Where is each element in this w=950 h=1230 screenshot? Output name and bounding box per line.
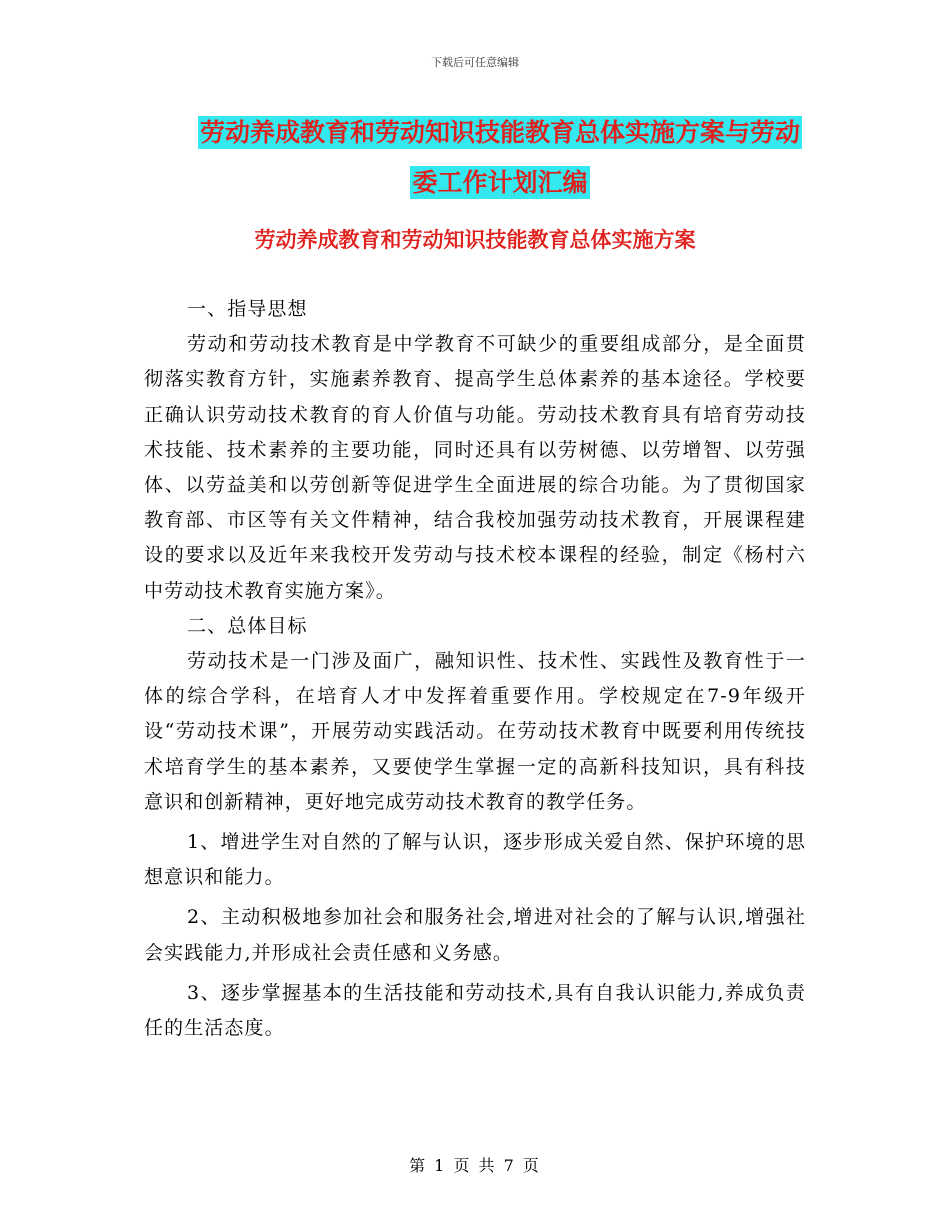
document-title (190, 108, 810, 208)
page-number: 第 1 页 共 7 页 (409, 1156, 541, 1175)
heading-guiding-thought: 一、指导思想 (187, 298, 308, 320)
list-item: 3、逐步掌握基本的生活技能和劳动技术,具有自我认识能力,养成负责任的生活态度。 (144, 981, 806, 1040)
paragraph: 劳动技术是一门涉及面广，融知识性、技术性、实践性及教育性于一体的综合学科，在培育人才中发挥着重要作用。学校规定在7-9年级开设“劳动技术课”，开展劳动实践活动。在劳动技术教育中既要利用传统技术培育学生的基本素养，又要使学生掌握一定的高新科技知识，具有科技意识和创新精神，更好地完成劳动技术教育的教学任务。 (144, 650, 806, 813)
page-header-note: 下载后可任意编辑 (431, 56, 519, 69)
list-item: 2、主动积极地参加社会和服务社会,增进对社会的了解与认识,增强社会实践能力,并形成社会责任感和义务感。 (144, 906, 806, 964)
paragraph: 劳动和劳动技术教育是中学教育不可缺少的重要组成部分，是全面贯彻落实教育方针，实施素养教育、提高学生总体素养的基本途径。学校要正确认识劳动技术教育的育人价值与功能。劳动技术教育具有培育劳动技术技能、技术素养的主要功能，同时还具有以劳树德、以劳增智、以劳强体、以劳益美和以劳创新等促进学生全面进展的综合功能。为了贯彻国家教育部、市区等有关文件精神，结合我校加强劳动技术教育，开展课程建设的要求以及近年来我校开发劳动与技术校本课程的经验，制定《杨村六中劳动技术教育实施方案》。 (144, 333, 806, 602)
section-title: 劳动养成教育和劳动知识技能教育总体实施方案 (254, 227, 696, 252)
list-item: 1、增进学生对自然的了解与认识，逐步形成关爱自然、保护环境的思想意识和能力。 (144, 831, 806, 889)
document-title-text: 劳动养成教育和劳动知识技能教育总体实施方案与劳动委工作计划汇编 (199, 118, 800, 197)
document-body (144, 292, 806, 1046)
heading-overall-goal: 二、总体目标 (187, 614, 308, 637)
